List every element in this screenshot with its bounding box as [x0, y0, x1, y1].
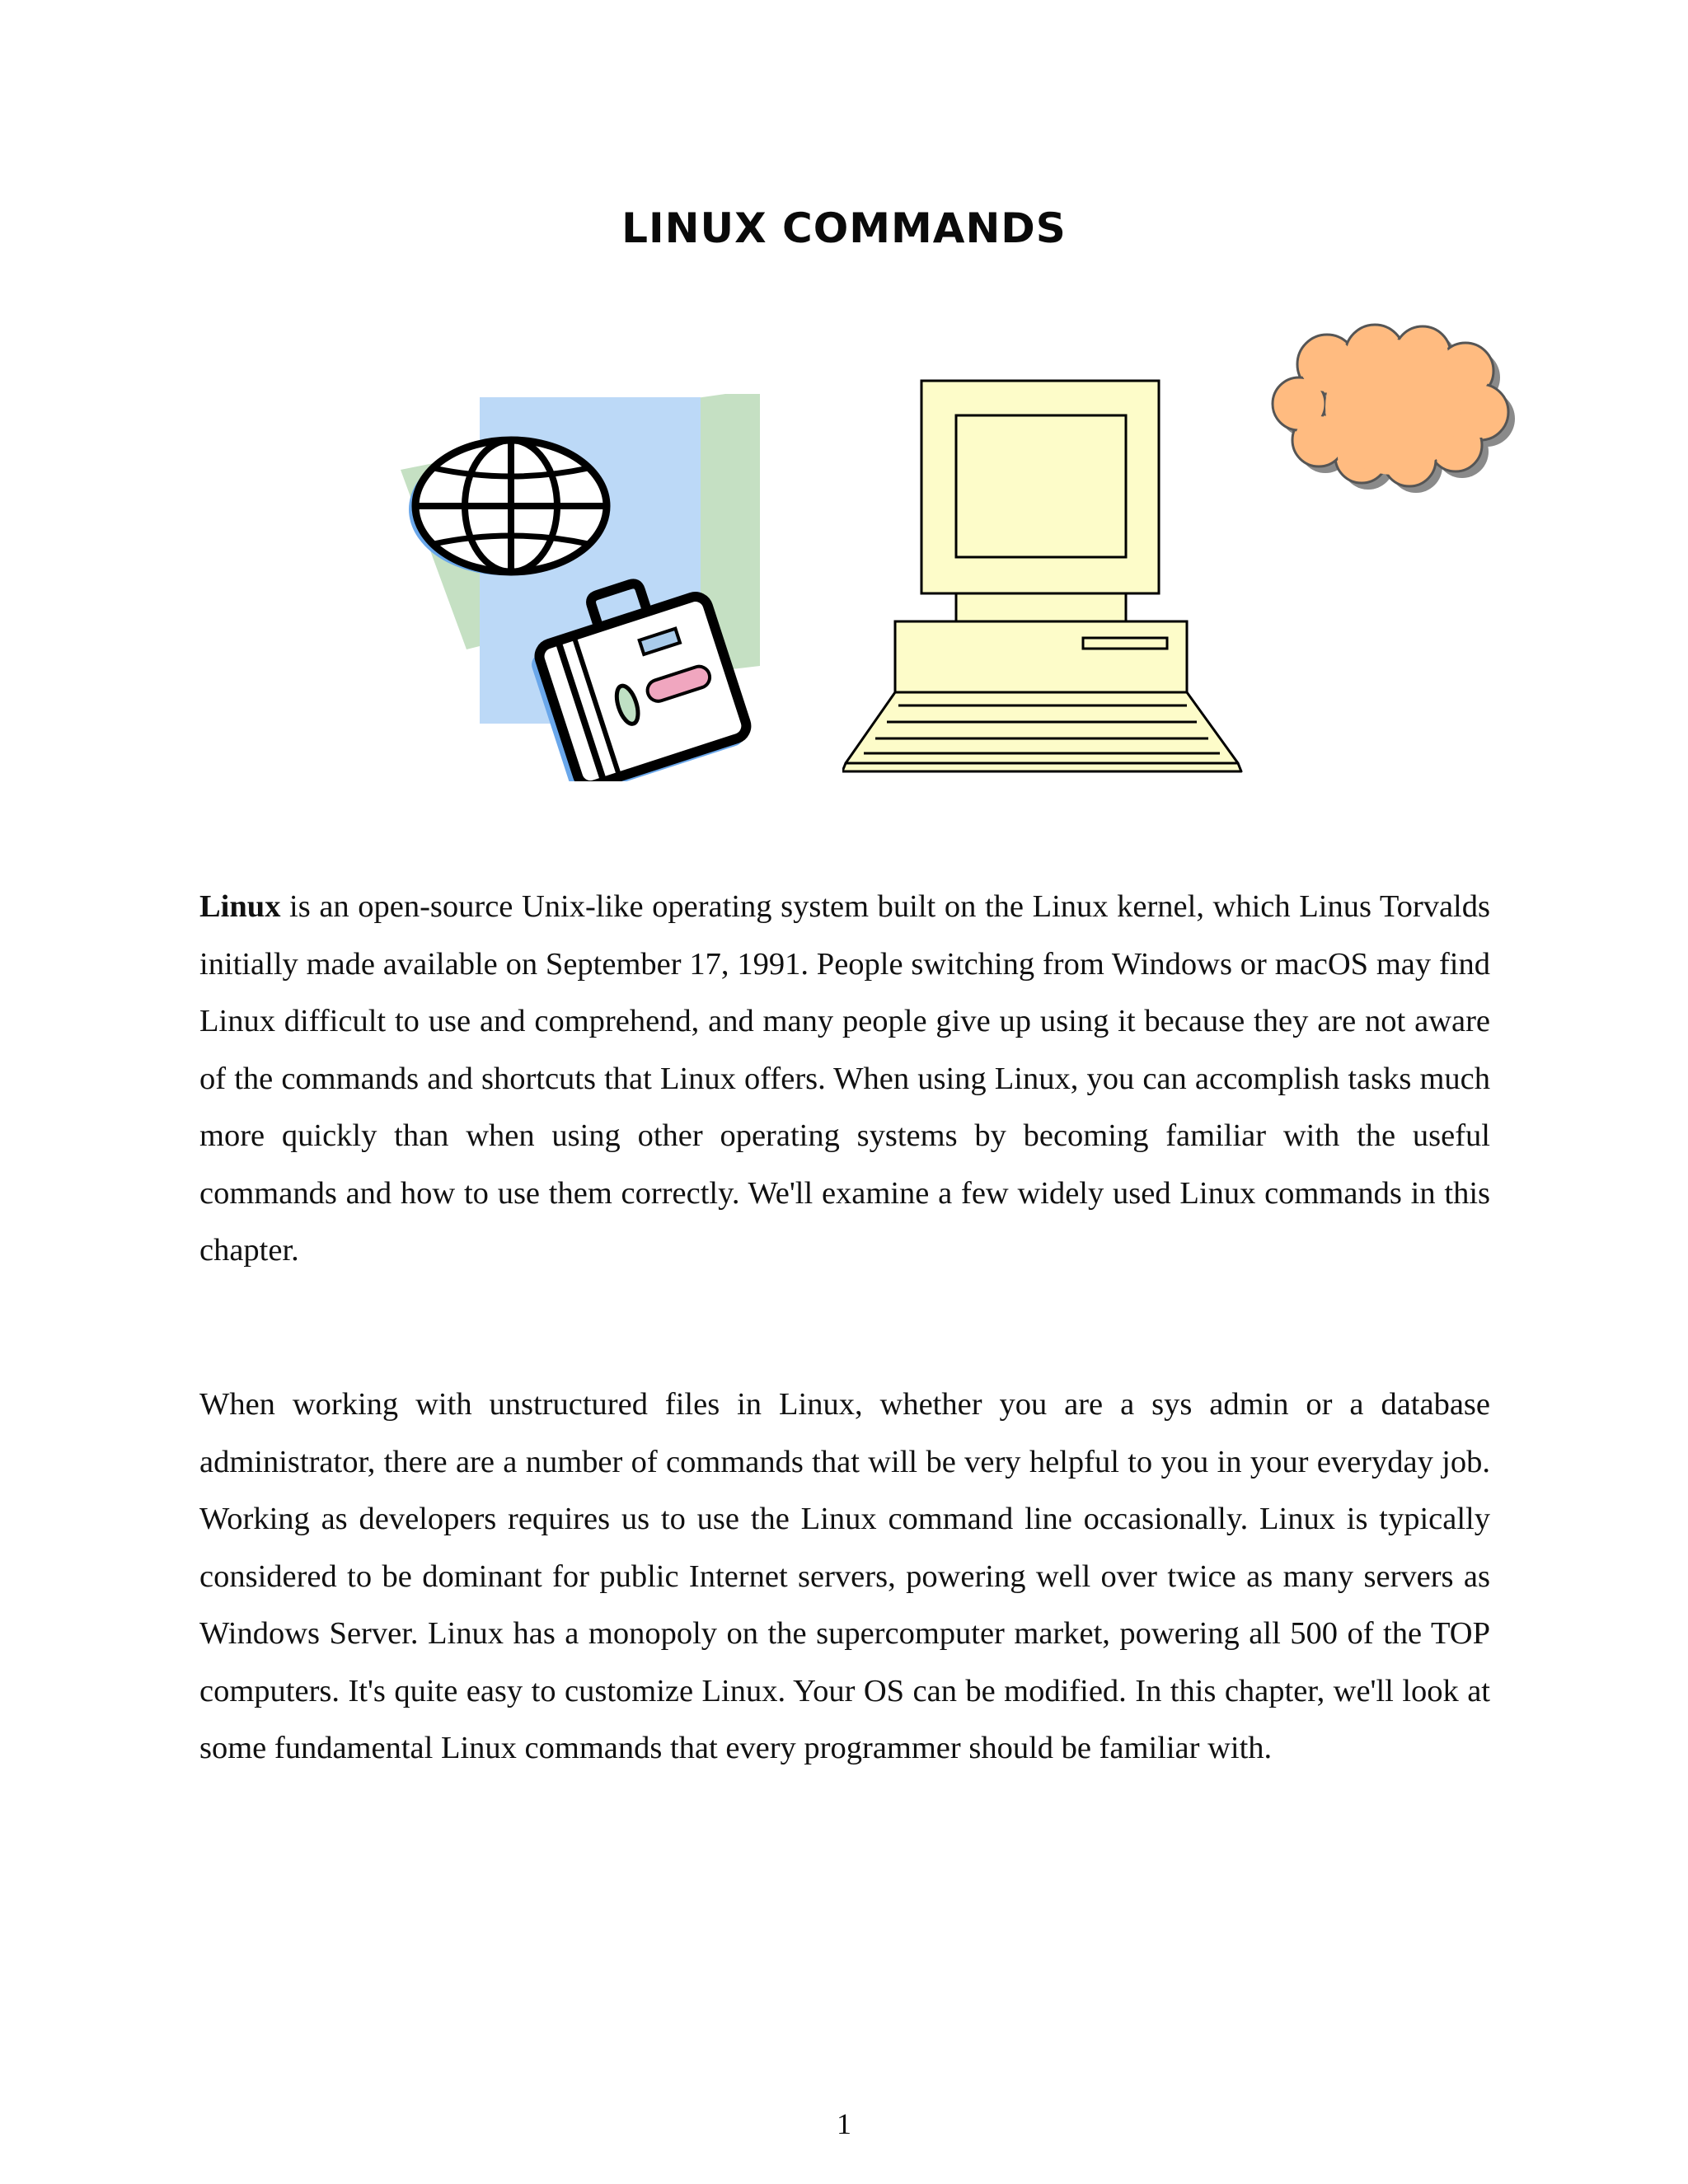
cloud-icon — [1273, 325, 1515, 493]
page-title: LINUX COMMANDS — [621, 204, 1067, 252]
globe-icon — [409, 440, 607, 575]
intro-paragraph-body: is an open-source Unix-like operating system built on the Linux kernel, which Linus Torvalds initially made available on September 17, 1991. People switching from Windows or macOS may find Linux difficult to use and comprehend, and many people give up using it because they are not aware of the commands and shortcuts that Linux offers. When using Linux, you can accomplish tasks much more quickly than when using other operating systems by becoming familiar with the useful commands and how to use them correctly. We'll examine a few widely used Linux commands in this chapter. — [199, 889, 1490, 1268]
intro-paragraph — [199, 879, 1490, 1280]
page-number: 1 — [837, 2107, 851, 2140]
computer-icon — [842, 381, 1241, 771]
cloud-illustration — [1269, 321, 1533, 503]
second-paragraph: When working with unstructured files in Linux, whether you are a sys admin or a database administrator, there are a number of commands that will be very helpful to you in your everyday job. Working as developers requires us to use the Linux command line occasionally. Linux is typically considered to be dominant for public Internet servers, powering well over twice as many servers as Windows Server. Linux has a monopoly on the supercomputer market, powering all 500 of the TOP computers. It's quite easy to customize Linux. Your OS can be modified. In this chapter, we'll look at some fundamental Linux commands that every programmer should be familiar with. — [199, 1387, 1490, 1765]
globe-briefcase-illustration — [401, 394, 763, 781]
intro-lead-word: Linux — [199, 889, 281, 924]
computer-illustration — [842, 377, 1243, 780]
